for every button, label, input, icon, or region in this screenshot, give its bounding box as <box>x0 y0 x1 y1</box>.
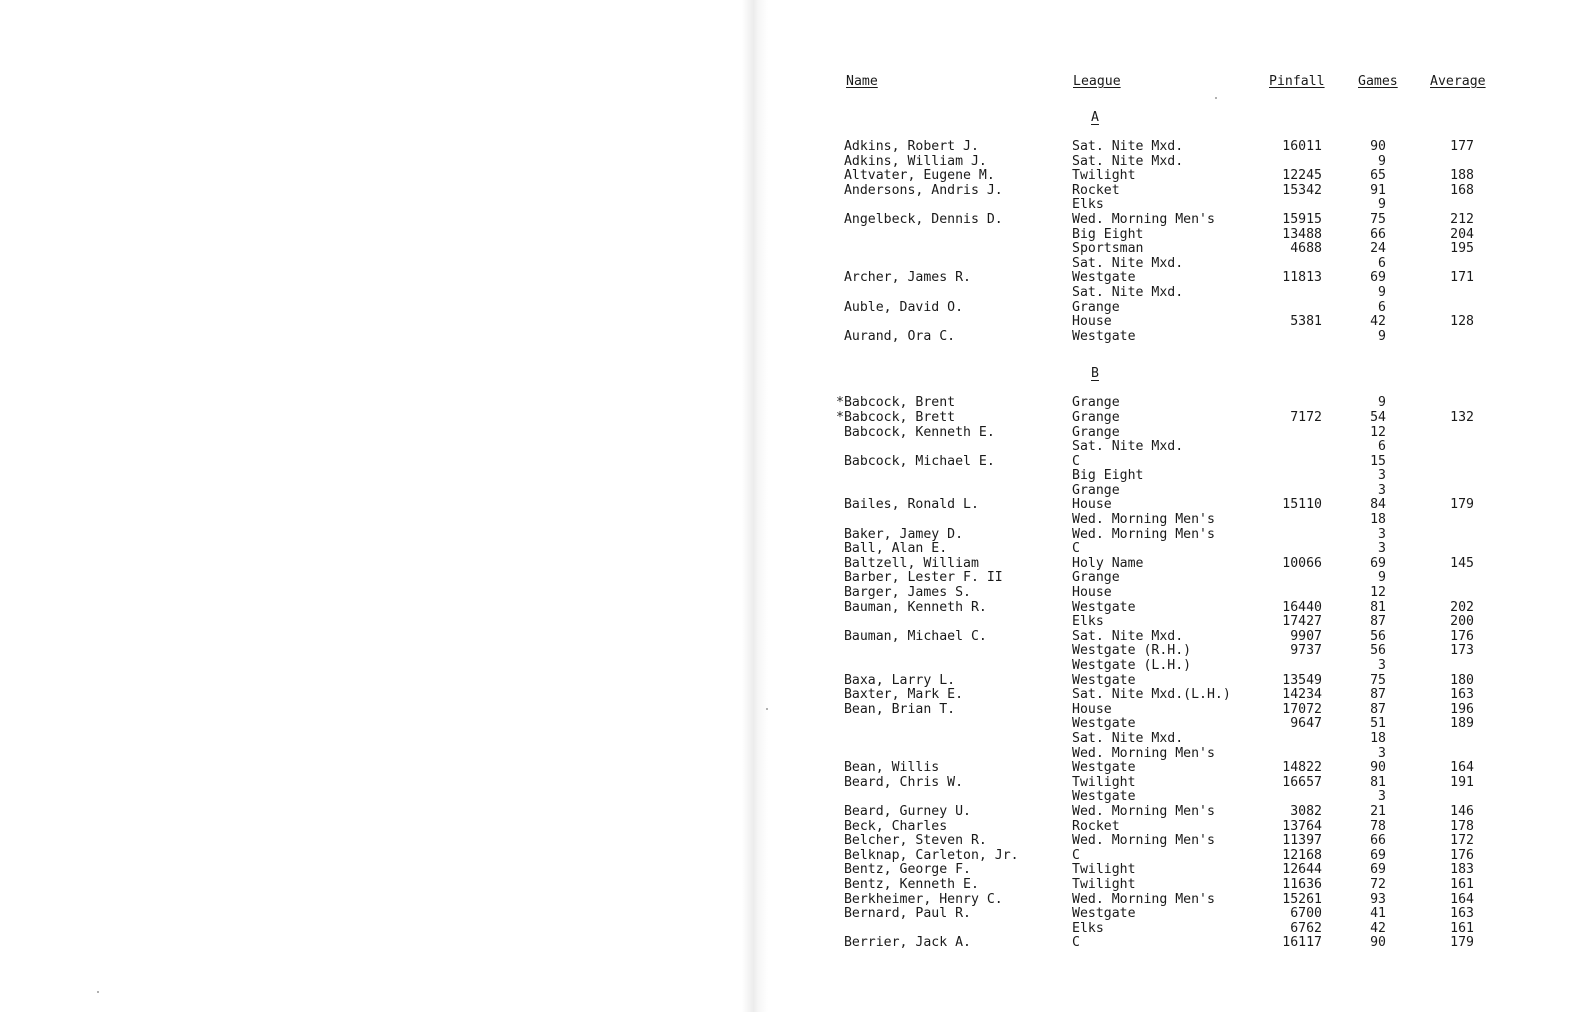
cell-games: 18 <box>1370 730 1386 746</box>
cell-average: 191 <box>1450 774 1474 790</box>
cell-games: 90 <box>1370 935 1386 951</box>
cell-games: 51 <box>1370 716 1386 732</box>
cell-average: 168 <box>1450 182 1474 198</box>
cell-league: C <box>1072 847 1080 863</box>
cell-name: Aurand, Ora C. <box>836 328 956 344</box>
cell-games: 42 <box>1370 314 1386 330</box>
cell-league: Twilight <box>1072 876 1136 892</box>
cell-pinfall: 16440 <box>1282 599 1322 615</box>
table-row <box>836 805 1536 820</box>
cell-league: Wed. Morning Men's <box>1072 526 1215 542</box>
cell-league: Sat. Nite Mxd. <box>1072 439 1184 455</box>
table-row <box>836 922 1536 937</box>
cell-games: 69 <box>1370 862 1386 878</box>
header-average: Average <box>1430 74 1486 89</box>
cell-average: 178 <box>1450 818 1474 834</box>
cell-games: 69 <box>1370 847 1386 863</box>
table-row <box>836 747 1536 762</box>
table-row <box>836 688 1536 703</box>
table-row <box>836 155 1536 170</box>
cell-name: Adkins, William J. <box>836 153 987 169</box>
cell-average: 177 <box>1450 139 1474 154</box>
section-spacer <box>836 344 1536 352</box>
cell-name: Barber, Lester F. II <box>836 570 1003 586</box>
cell-league: Westgate (R.H.) <box>1072 643 1192 659</box>
cell-average: 161 <box>1450 920 1474 936</box>
cell-name: Barger, James S. <box>836 585 971 601</box>
cell-pinfall: 16117 <box>1282 935 1322 951</box>
cell-games: 3 <box>1378 482 1386 498</box>
table-row <box>836 257 1536 272</box>
cell-name: Bentz, George F. <box>836 862 971 878</box>
cell-league: Sat. Nite Mxd. <box>1072 153 1184 169</box>
table-row <box>836 761 1536 776</box>
blank-left-page <box>0 0 760 1012</box>
cell-games: 24 <box>1370 241 1386 257</box>
cell-league: Grange <box>1072 395 1120 411</box>
table-row <box>836 893 1536 908</box>
table-row <box>836 242 1536 257</box>
cell-name: Belcher, Steven R. <box>836 833 987 849</box>
cell-games: 9 <box>1378 197 1386 213</box>
cell-games: 9 <box>1378 153 1386 169</box>
cell-pinfall: 9737 <box>1290 643 1322 659</box>
cell-name: Baker, Jamey D. <box>836 526 964 542</box>
cell-name: Bauman, Michael C. <box>836 628 987 644</box>
scan-speck <box>766 708 768 710</box>
cell-league: Westgate <box>1072 270 1136 286</box>
table-row <box>836 271 1536 286</box>
cell-games: 12 <box>1370 585 1386 601</box>
table-row <box>836 286 1536 301</box>
cell-league: Wed. Morning Men's <box>1072 211 1215 227</box>
table-row <box>836 542 1536 557</box>
header-league: League <box>1073 74 1121 89</box>
cell-pinfall: 4688 <box>1290 241 1322 257</box>
cell-name: Beard, Chris W. <box>836 774 964 790</box>
cell-games: 84 <box>1370 497 1386 513</box>
cell-average: 163 <box>1450 906 1474 922</box>
table-row <box>836 498 1536 513</box>
table-row <box>836 528 1536 543</box>
cell-league: Elks <box>1072 614 1104 630</box>
cell-name: Bentz, Kenneth E. <box>836 876 979 892</box>
cell-pinfall: 13549 <box>1282 672 1322 688</box>
cell-average: 183 <box>1450 862 1474 878</box>
cell-league: Wed. Morning Men's <box>1072 745 1215 761</box>
cell-league: Westgate (L.H.) <box>1072 658 1192 673</box>
cell-league: Sat. Nite Mxd. <box>1072 628 1184 644</box>
cell-games: 6 <box>1378 255 1386 271</box>
cell-games: 90 <box>1370 760 1386 776</box>
table-row <box>836 659 1536 674</box>
table-row <box>836 834 1536 849</box>
cell-pinfall: 15342 <box>1282 182 1322 198</box>
cell-league: Westgate <box>1072 716 1136 732</box>
cell-games: 3 <box>1378 541 1386 557</box>
cell-league: C <box>1072 541 1080 557</box>
cell-games: 75 <box>1370 211 1386 227</box>
table-row <box>836 184 1536 199</box>
cell-pinfall: 17427 <box>1282 614 1322 630</box>
cell-average: 146 <box>1450 803 1474 819</box>
cell-league: Sportsman <box>1072 241 1144 257</box>
cell-games: 87 <box>1370 701 1386 717</box>
cell-league: Westgate <box>1072 906 1136 922</box>
cell-average: 163 <box>1450 687 1474 703</box>
cell-league: Westgate <box>1072 672 1136 688</box>
cell-pinfall: 16011 <box>1282 139 1322 154</box>
bowling-roster-page <box>836 74 1536 951</box>
cell-pinfall: 6762 <box>1290 920 1322 936</box>
cell-average: 145 <box>1450 555 1474 571</box>
cell-games: 91 <box>1370 182 1386 198</box>
cell-pinfall: 14234 <box>1282 687 1322 703</box>
table-row <box>836 228 1536 243</box>
cell-name: Belknap, Carleton, Jr. <box>836 847 1019 863</box>
cell-average: 176 <box>1450 628 1474 644</box>
cell-league: Westgate <box>1072 760 1136 776</box>
cell-name: Bean, Willis <box>836 760 940 776</box>
cell-pinfall: 11397 <box>1282 833 1322 849</box>
table-row <box>836 601 1536 616</box>
cell-games: 75 <box>1370 672 1386 688</box>
table-row <box>836 615 1536 630</box>
cell-games: 87 <box>1370 687 1386 703</box>
cell-average: 196 <box>1450 701 1474 717</box>
cell-games: 90 <box>1370 139 1386 154</box>
cell-league: C <box>1072 935 1080 951</box>
cell-league: Twilight <box>1072 168 1136 184</box>
cell-games: 18 <box>1370 512 1386 528</box>
cell-league: Grange <box>1072 299 1120 315</box>
cell-average: 164 <box>1450 760 1474 776</box>
table-row <box>836 330 1536 345</box>
cell-games: 65 <box>1370 168 1386 184</box>
cell-average: 128 <box>1450 314 1474 330</box>
cell-average: 204 <box>1450 226 1474 242</box>
cell-name: Berkheimer, Henry C. <box>836 891 1003 907</box>
header-pinfall: Pinfall <box>1269 74 1325 89</box>
cell-league: Sat. Nite Mxd. <box>1072 730 1184 746</box>
cell-league: Holy Name <box>1072 555 1144 571</box>
cell-games: 9 <box>1378 395 1386 411</box>
cell-name: Archer, James R. <box>836 270 971 286</box>
cell-average: 173 <box>1450 643 1474 659</box>
cell-games: 3 <box>1378 468 1386 484</box>
cell-games: 66 <box>1370 833 1386 849</box>
table-row <box>836 426 1536 441</box>
cell-pinfall: 12644 <box>1282 862 1322 878</box>
cell-name: Baxa, Larry L. <box>836 672 956 688</box>
cell-league: Elks <box>1072 920 1104 936</box>
table-row <box>836 907 1536 922</box>
cell-pinfall: 13764 <box>1282 818 1322 834</box>
cell-league: Sat. Nite Mxd.(L.H.) <box>1072 687 1231 703</box>
cell-name: Angelbeck, Dennis D. <box>836 211 1003 227</box>
cell-average: 189 <box>1450 716 1474 732</box>
cell-name: Ball, Alan E. <box>836 541 948 557</box>
cell-games: 81 <box>1370 774 1386 790</box>
cell-league: Rocket <box>1072 182 1120 198</box>
cell-name: Andersons, Andris J. <box>836 182 1003 198</box>
cell-league: Westgate <box>1072 789 1136 805</box>
cell-pinfall: 11813 <box>1282 270 1322 286</box>
table-row <box>836 213 1536 228</box>
table-row <box>836 198 1536 213</box>
cell-league: Westgate <box>1072 599 1136 615</box>
cell-games: 9 <box>1378 570 1386 586</box>
cell-average: 179 <box>1450 497 1474 513</box>
cell-games: 41 <box>1370 906 1386 922</box>
table-row <box>836 513 1536 528</box>
cell-average: 195 <box>1450 241 1474 257</box>
cell-average: 179 <box>1450 935 1474 951</box>
cell-league: Grange <box>1072 424 1120 440</box>
cell-name: Bean, Brian T. <box>836 701 956 717</box>
cell-games: 54 <box>1370 409 1386 425</box>
cell-pinfall: 13488 <box>1282 226 1322 242</box>
table-row <box>836 674 1536 689</box>
cell-average: 132 <box>1450 409 1474 425</box>
cell-league: Sat. Nite Mxd. <box>1072 255 1184 271</box>
cell-league: Twilight <box>1072 774 1136 790</box>
section-letter: B <box>1091 366 1099 382</box>
table-row <box>836 396 1536 411</box>
table-row <box>836 790 1536 805</box>
cell-league: Sat. Nite Mxd. <box>1072 139 1184 154</box>
cell-games: 56 <box>1370 628 1386 644</box>
cell-pinfall: 5381 <box>1290 314 1322 330</box>
cell-league: Grange <box>1072 570 1120 586</box>
cell-average: 200 <box>1450 614 1474 630</box>
roster-body <box>836 96 1536 951</box>
cell-league: Rocket <box>1072 818 1120 834</box>
cell-games: 87 <box>1370 614 1386 630</box>
cell-games: 66 <box>1370 226 1386 242</box>
cell-average: 212 <box>1450 211 1474 227</box>
table-row <box>836 878 1536 893</box>
cell-league: Wed. Morning Men's <box>1072 803 1215 819</box>
header-games: Games <box>1358 74 1398 89</box>
cell-games: 21 <box>1370 803 1386 819</box>
cell-name: Beard, Gurney U. <box>836 803 971 819</box>
cell-games: 81 <box>1370 599 1386 615</box>
cell-name: Adkins, Robert J. <box>836 139 979 154</box>
cell-average: 176 <box>1450 847 1474 863</box>
cell-name: Baxter, Mark E. <box>836 687 964 703</box>
cell-pinfall: 15915 <box>1282 211 1322 227</box>
cell-games: 6 <box>1378 439 1386 455</box>
cell-name: *Babcock, Brett <box>836 409 956 425</box>
table-row <box>836 586 1536 601</box>
cell-pinfall: 14822 <box>1282 760 1322 776</box>
cell-league: Sat. Nite Mxd. <box>1072 284 1184 300</box>
cell-league: Westgate <box>1072 328 1136 344</box>
cell-league: Wed. Morning Men's <box>1072 891 1215 907</box>
cell-games: 78 <box>1370 818 1386 834</box>
cell-league: House <box>1072 585 1112 601</box>
cell-average: 161 <box>1450 876 1474 892</box>
cell-league: C <box>1072 453 1080 469</box>
cell-league: Wed. Morning Men's <box>1072 833 1215 849</box>
cell-name: Bailes, Ronald L. <box>836 497 979 513</box>
cell-pinfall: 11636 <box>1282 876 1322 892</box>
table-row <box>836 936 1536 951</box>
table-row <box>836 776 1536 791</box>
section-letter: A <box>1091 110 1099 125</box>
cell-name: Bernard, Paul R. <box>836 906 971 922</box>
cell-pinfall: 3082 <box>1290 803 1322 819</box>
table-row <box>836 315 1536 330</box>
section-letter-heading <box>836 352 1536 396</box>
cell-games: 15 <box>1370 453 1386 469</box>
cell-average: 180 <box>1450 672 1474 688</box>
cell-games: 69 <box>1370 270 1386 286</box>
cell-average: 188 <box>1450 168 1474 184</box>
cell-games: 6 <box>1378 299 1386 315</box>
cell-league: Elks <box>1072 197 1104 213</box>
table-row <box>836 484 1536 499</box>
cell-league: Big Eight <box>1072 226 1144 242</box>
scan-speck <box>97 991 99 993</box>
table-row <box>836 301 1536 316</box>
cell-games: 12 <box>1370 424 1386 440</box>
table-row <box>836 644 1536 659</box>
table-row <box>836 703 1536 718</box>
cell-games: 9 <box>1378 284 1386 300</box>
cell-pinfall: 10066 <box>1282 555 1322 571</box>
cell-name: Altvater, Eugene M. <box>836 168 995 184</box>
cell-pinfall: 15110 <box>1282 497 1322 513</box>
cell-name: Baltzell, William <box>836 555 979 571</box>
table-row <box>836 571 1536 586</box>
cell-pinfall: 7172 <box>1290 409 1322 425</box>
cell-pinfall: 9907 <box>1290 628 1322 644</box>
table-row <box>836 140 1536 155</box>
cell-games: 72 <box>1370 876 1386 892</box>
cell-league: Big Eight <box>1072 468 1144 484</box>
cell-league: Grange <box>1072 482 1120 498</box>
table-row <box>836 630 1536 645</box>
cell-league: House <box>1072 314 1112 330</box>
cell-pinfall: 15261 <box>1282 891 1322 907</box>
table-row <box>836 557 1536 572</box>
cell-league: Grange <box>1072 409 1120 425</box>
cell-name: Auble, David O. <box>836 299 964 315</box>
table-row <box>836 455 1536 470</box>
cell-pinfall: 12245 <box>1282 168 1322 184</box>
cell-name: Beck, Charles <box>836 818 948 834</box>
table-row <box>836 849 1536 864</box>
cell-league: House <box>1072 701 1112 717</box>
cell-name: Babcock, Kenneth E. <box>836 424 995 440</box>
cell-games: 93 <box>1370 891 1386 907</box>
table-row <box>836 169 1536 184</box>
table-row <box>836 469 1536 484</box>
cell-league: House <box>1072 497 1112 513</box>
cell-name: Babcock, Michael E. <box>836 453 995 469</box>
section-letter-heading <box>836 96 1536 140</box>
book-gutter-shadow <box>742 0 768 1012</box>
cell-games: 42 <box>1370 920 1386 936</box>
table-row <box>836 863 1536 878</box>
column-header-row <box>836 74 1536 96</box>
cell-average: 164 <box>1450 891 1474 907</box>
cell-pinfall: 17072 <box>1282 701 1322 717</box>
cell-name: Bauman, Kenneth R. <box>836 599 987 615</box>
cell-pinfall: 16657 <box>1282 774 1322 790</box>
cell-games: 69 <box>1370 555 1386 571</box>
cell-games: 3 <box>1378 526 1386 542</box>
table-row <box>836 732 1536 747</box>
cell-games: 3 <box>1378 789 1386 805</box>
cell-games: 9 <box>1378 328 1386 344</box>
cell-average: 202 <box>1450 599 1474 615</box>
header-name: Name <box>846 74 878 89</box>
cell-pinfall: 6700 <box>1290 906 1322 922</box>
cell-league: Twilight <box>1072 862 1136 878</box>
table-row <box>836 717 1536 732</box>
cell-league: Wed. Morning Men's <box>1072 512 1215 528</box>
table-row <box>836 411 1536 426</box>
cell-name: *Babcock, Brent <box>836 395 956 411</box>
cell-name: Berrier, Jack A. <box>836 935 971 951</box>
cell-pinfall: 12168 <box>1282 847 1322 863</box>
table-row <box>836 820 1536 835</box>
table-row <box>836 440 1536 455</box>
cell-average: 172 <box>1450 833 1474 849</box>
cell-games: 56 <box>1370 643 1386 659</box>
cell-pinfall: 9647 <box>1290 716 1322 732</box>
cell-games: 3 <box>1378 745 1386 761</box>
cell-games: 3 <box>1378 658 1386 673</box>
cell-average: 171 <box>1450 270 1474 286</box>
